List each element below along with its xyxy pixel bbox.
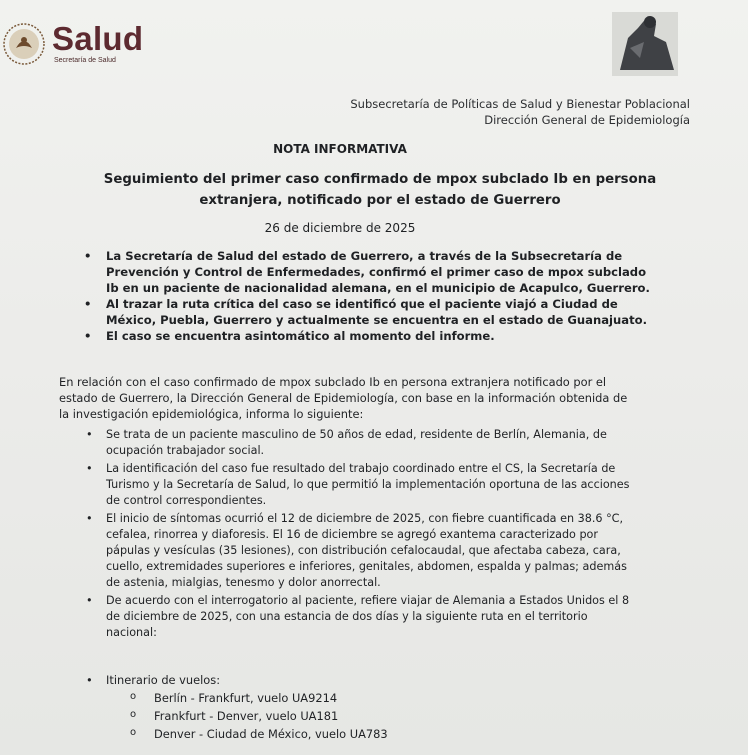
flight-item: o Denver - Ciudad de México, vuelo UA783 [130, 725, 550, 743]
document-title: Seguimiento del primer caso confirmado de mpox subclado Ib en persona extranjera, notificado por el estado de Guerrero [103, 172, 657, 208]
itinerary-item [86, 672, 220, 688]
detail-item: • La identificación del caso fue resultado del trabajo coordinado entre el CS, la Secretaría de Turismo y la Secretaría de Salud, lo que permitió la implementación oportuna de las acciones de control correspondientes. [86, 461, 638, 509]
direccion-line: Dirección General de Epidemiología [484, 113, 690, 127]
department-header [350, 96, 690, 128]
intro-paragraph: En relación con el caso confirmado de mpox subclado Ib en persona extranjera notificado por el estado de Guerrero, la Dirección General de Epidemiología, con base en la información obtenida de la investigación epidemiológica, informa lo siguiente: [59, 375, 628, 421]
document-date: 26 de diciembre de 2025 [264, 221, 416, 235]
itinerary-label: Itinerario de vuelos: [106, 673, 221, 687]
salud-logo [2, 22, 143, 66]
detail-item: • Se trata de un paciente masculino de 50 años de edad, residente de Berlín, Alemania, de ocupación trabajador social. [86, 427, 638, 459]
flight-list [130, 689, 550, 743]
flight-item: o Frankfurt - Denver, vuelo UA181 [130, 707, 550, 725]
document-type: NOTA INFORMATIVA [273, 142, 407, 156]
summary-item: • El caso se encuentra asintomático al momento del informe. [84, 328, 654, 344]
summary-item: • La Secretaría de Salud del estado de Guerrero, a través de la Subsecretaría de Prevención y Control de Enfermedades, confirmó el primer caso de mpox subclado Ib en un paciente de nacionalidad alemana, en el municipio de Acapulco, Guerrero. [84, 248, 654, 296]
brand-subtitle: Secretaría de Salud [54, 57, 116, 64]
summary-list [84, 248, 654, 344]
brand-name: Salud [52, 20, 144, 57]
emblem-icon [610, 8, 680, 78]
detail-item: • De acuerdo con el interrogatorio al paciente, refiere viajar de Alemania a Estados Unidos el 8 de diciembre de 2025, con una estancia de dos días y la siguiente ruta en el territorio nacional: [86, 593, 638, 641]
flight-item: o Berlín - Frankfurt, vuelo UA9214 [130, 689, 550, 707]
summary-item: • Al trazar la ruta crítica del caso se identificó que el paciente viajó a Ciudad de México, Puebla, Guerrero y actualmente se encuentra en el estado de Guanajuato. [84, 296, 654, 328]
subsecretaria-line: Subsecretaría de Políticas de Salud y Bienestar Poblacional [350, 97, 690, 111]
detail-item: • El inicio de síntomas ocurrió el 12 de diciembre de 2025, con fiebre cuantificada en 38.6 °C, cefalea, rinorrea y diaforesis. El 16 de diciembre se agregó exantema caracterizado por pápulas y vesículas (35 lesiones), con distribución cefalocaudal, que afectaba cabeza, cara, cuello, extremidades superiores e inferiores, genitales, abdomen, espalda y palmas; además de astenia, mialgias, tenesmo y dolor anorrectal. [86, 511, 638, 591]
detail-list [86, 427, 638, 643]
mexico-seal-icon [2, 22, 46, 66]
